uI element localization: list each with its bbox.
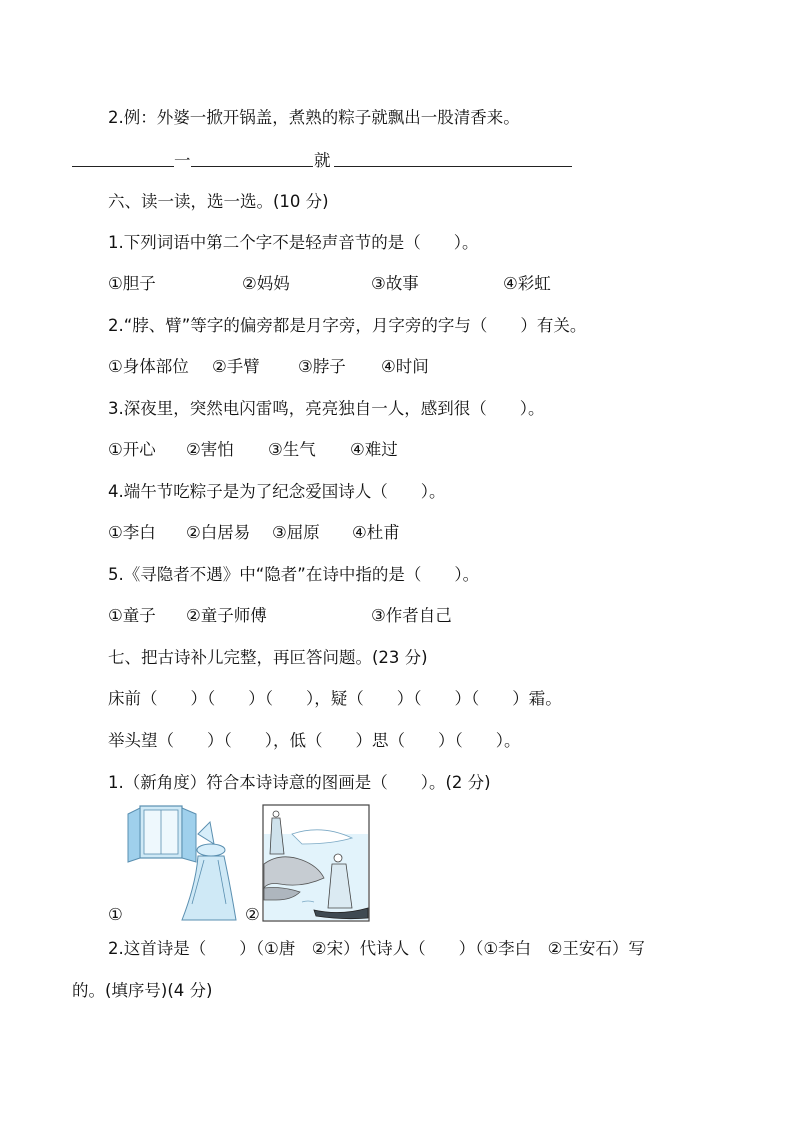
- option[interactable]: ③屈原: [272, 523, 320, 542]
- blank-word-yi: 一: [174, 151, 191, 170]
- s6-q3-stem: 3.深夜里，突然电闪雷鸣，亮亮独自一人，感到很（ ）。: [108, 399, 545, 418]
- option[interactable]: ④难过: [350, 440, 398, 459]
- s7-q2-line-2: 的。(填序号)(4 分): [72, 981, 213, 1000]
- option[interactable]: ②手臂: [212, 357, 260, 376]
- blank-line-2[interactable]: [191, 166, 313, 167]
- blank-line-3[interactable]: [334, 166, 572, 167]
- section-6-title: 六、读一读，选一选。(10 分): [108, 192, 329, 211]
- option[interactable]: ①身体部位: [108, 357, 189, 376]
- picture-2-river-scene[interactable]: [262, 804, 370, 922]
- s5-q2-text: 2.例：外婆一掀开锅盖，煮熟的粽子就飘出一股清香来。: [108, 108, 520, 127]
- option[interactable]: ③生气: [268, 440, 316, 459]
- option[interactable]: ①开心: [108, 440, 156, 459]
- blank-line-1[interactable]: [72, 166, 174, 167]
- s6-q1-stem: 1.下列词语中第二个字不是轻声音节的是（ ）。: [108, 233, 479, 252]
- poem-line-1: 床前（ ）（ ）（ ），疑（ ）（ ）（ ）霜。: [108, 689, 562, 708]
- option[interactable]: ③脖子: [298, 357, 346, 376]
- picture-1-window-scene[interactable]: [126, 804, 238, 922]
- section-7-title: 七、把古诗补儿完整，再叵答问题。(23 分): [108, 648, 428, 667]
- option[interactable]: ④彩虹: [503, 274, 551, 293]
- option[interactable]: ②害怕: [186, 440, 234, 459]
- option[interactable]: ③作者自己: [371, 606, 452, 625]
- s7-q1-text: 1.（新角度）符合本诗诗意的图画是（ ）。(2 分): [108, 773, 491, 792]
- s6-q4-stem: 4.端午节吃粽子是为了纪念爱国诗人（ ）。: [108, 482, 446, 501]
- option[interactable]: ④杜甫: [352, 523, 400, 542]
- blank-word-jiu: 就: [314, 151, 331, 170]
- option[interactable]: ①胆子: [108, 274, 156, 293]
- s7-q2-line-1: 2.这首诗是（ ）（①唐 ②宋）代诗人（ ）（①李白 ②王安石）写: [108, 939, 645, 958]
- option[interactable]: ②白居易: [186, 523, 251, 542]
- poem-line-2: 举头望（ ）（ ），低（ ）思（ ）（ ）。: [108, 731, 521, 750]
- option[interactable]: ③故事: [371, 274, 419, 293]
- s6-q2-stem: 2.“脖、臂”等字的偏旁都是月字旁，月字旁的字与（ ）有关。: [108, 316, 587, 335]
- picture-2-label: ②: [245, 905, 260, 924]
- option[interactable]: ②妈妈: [242, 274, 290, 293]
- option[interactable]: ②童子师傅: [186, 606, 267, 625]
- option[interactable]: ④时间: [381, 357, 429, 376]
- s6-q5-stem: 5.《寻隐者不遇》中“隐者”在诗中指的是（ ）。: [108, 565, 480, 584]
- option[interactable]: ①李白: [108, 523, 156, 542]
- picture-1-label: ①: [108, 905, 123, 924]
- option[interactable]: ①童子: [108, 606, 156, 625]
